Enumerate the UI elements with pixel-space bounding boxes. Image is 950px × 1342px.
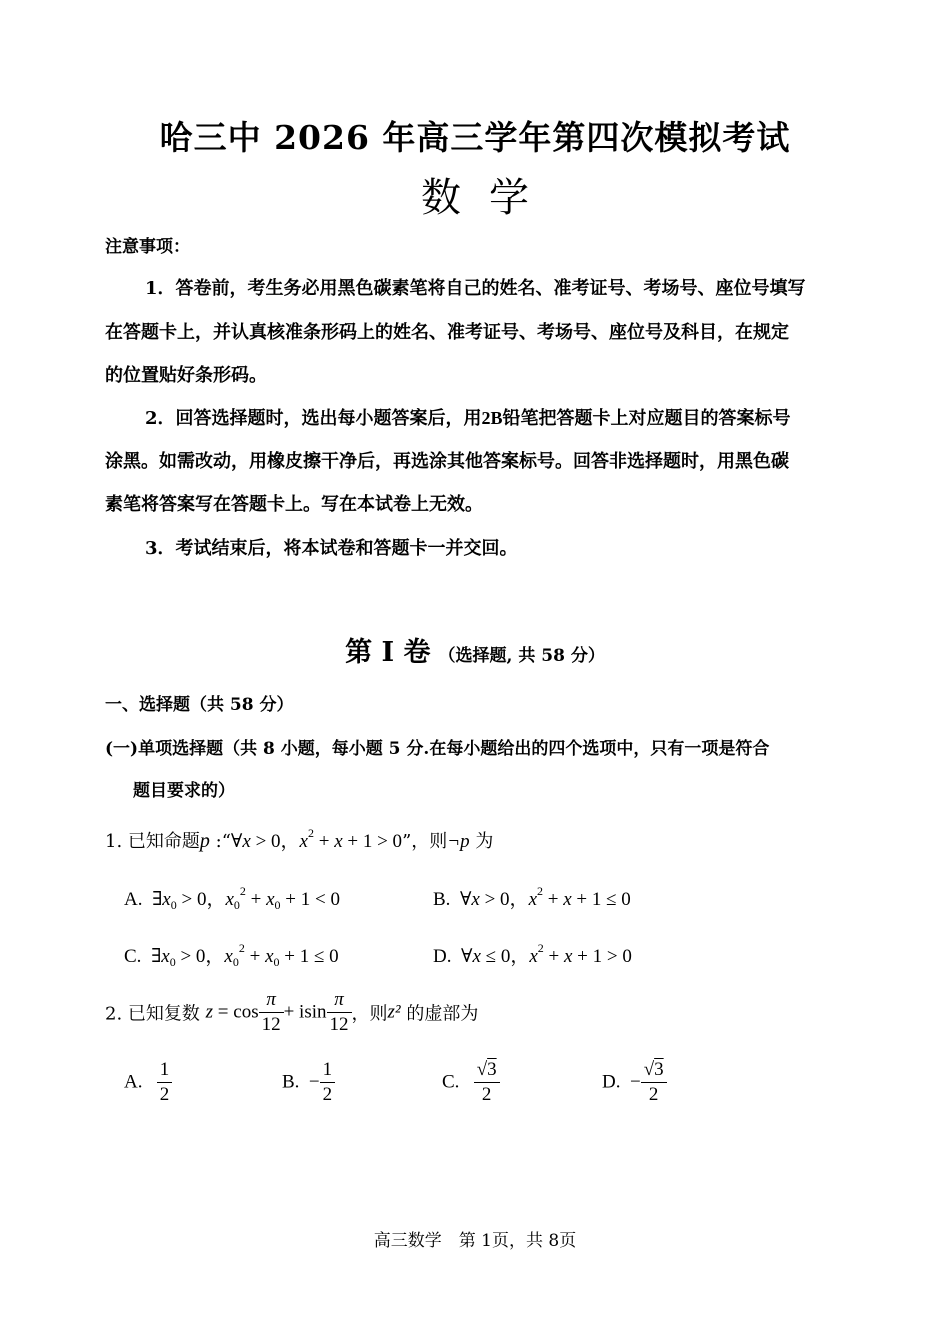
q2-option-b[interactable]: B. − $\frac{1}{2}$ (282, 1058, 335, 1107)
q1-var: p (199, 830, 210, 852)
notice-item3: 3．考试结束后，将本试卷和答题卡一并交回。 (145, 538, 518, 559)
notice-heading: 注意事项： (105, 237, 190, 257)
q1-option-c[interactable]: C. $\exists x_0 > 0$，$x_0^2 + x_0 + 1 \le 0$ (124, 941, 339, 969)
q2-suffix: 的虚部为 (400, 1003, 479, 1025)
q1-neg: ¬p (447, 831, 470, 852)
q2-zsq: z² (387, 1001, 401, 1023)
q2-prefix: 2. 已知复数 (105, 1003, 200, 1025)
q1-colon: :“ (209, 831, 231, 852)
q1-option-a[interactable]: A. $\exists x_0 > 0$，$x_0^2 + x_0 + 1 < 0$ (124, 884, 340, 912)
section-title: 第 I 卷 (345, 637, 431, 668)
exam-title: 哈三中 2026 年高三学年第四次模拟考试 (159, 118, 791, 157)
q1-option-d[interactable]: D. ∀x ≤ 0，$x^2 + x + 1 > 0$ (433, 941, 632, 967)
q2-frac-2: $\frac{\pi}{12}$ (327, 988, 352, 1037)
q2-stem-render: z = cos (205, 1001, 259, 1023)
notice-item2-line1-c: 铅笔把答题卡上对应题目的答案标号 (502, 408, 791, 429)
notice-item2-line3: 素笔将答案写在答题卡上。写在本试卷上无效。 (105, 494, 483, 515)
notice-item2-line1 (145, 404, 791, 430)
section-subtitle: （选择题, 共 58 分） (438, 646, 605, 666)
notice-item1-line1: 1．答卷前，考生务必用黑色碳素笔将自己的姓名、准考证号、考场号、座位号填写 (145, 278, 806, 299)
q1-prefix: 1. 已知命题 (105, 831, 200, 852)
q1-close: ”，则 (402, 831, 448, 852)
q2-middle: ，则 (351, 1003, 388, 1025)
notice-item1-line2: 在答题卡上，并认真核准条形码上的姓名、准考证号、考场号、座位号及科目，在规定 (105, 322, 789, 343)
exam-subject: 数学 (421, 175, 557, 221)
q1-suffix: 为 (469, 831, 494, 852)
question-2-stem: 2. 已知复数 z = cos $\frac{\pi}{12}$ + isin $\frac{\pi}{12}$ ，则z² 的虚部为 (105, 989, 479, 1035)
notice-item1-line3: 的位置贴好条形码。 (105, 365, 267, 386)
q2-option-c[interactable]: C. $\frac{√3}{2}$ (442, 1058, 500, 1107)
question-1-stem (105, 826, 493, 853)
q1-stem-render: ∀x > 0，$x^2 + x + 1 > 0$ (230, 826, 403, 852)
q2-frac-1: $\frac{\pi}{12}$ (259, 988, 284, 1037)
page-footer: 高三数学 第 1页，共 8页 (373, 1231, 577, 1251)
q2-option-d[interactable]: D. − $\frac{√3}{2}$ (602, 1058, 667, 1107)
sub-one-heading-line1: (一)单项选择题（共 8 小题，每小题 5 分.在每小题给出的四个选项中，只有一项是符合 (105, 739, 770, 759)
notice-item2-line1-a: 2．回答选择题时，选出每小题答案后，用 (145, 408, 482, 429)
section-heading (0, 630, 950, 669)
q1-option-b[interactable]: B. ∀x > 0，$x^2 + x + 1 \le 0$ (433, 884, 631, 910)
notice-item2-line2: 涂黑。如需改动，用橡皮擦干净后，再选涂其他答案标号。回答非选择题时，用黑色碳 (105, 451, 789, 472)
q2-option-a[interactable]: A. $\frac{1}{2}$ (124, 1058, 172, 1107)
part-one-heading: 一、选择题（共 58 分） (105, 695, 294, 715)
notice-item2-line1-b: 2B (481, 408, 503, 428)
sub-one-heading-line2: 题目要求的） (133, 781, 235, 801)
